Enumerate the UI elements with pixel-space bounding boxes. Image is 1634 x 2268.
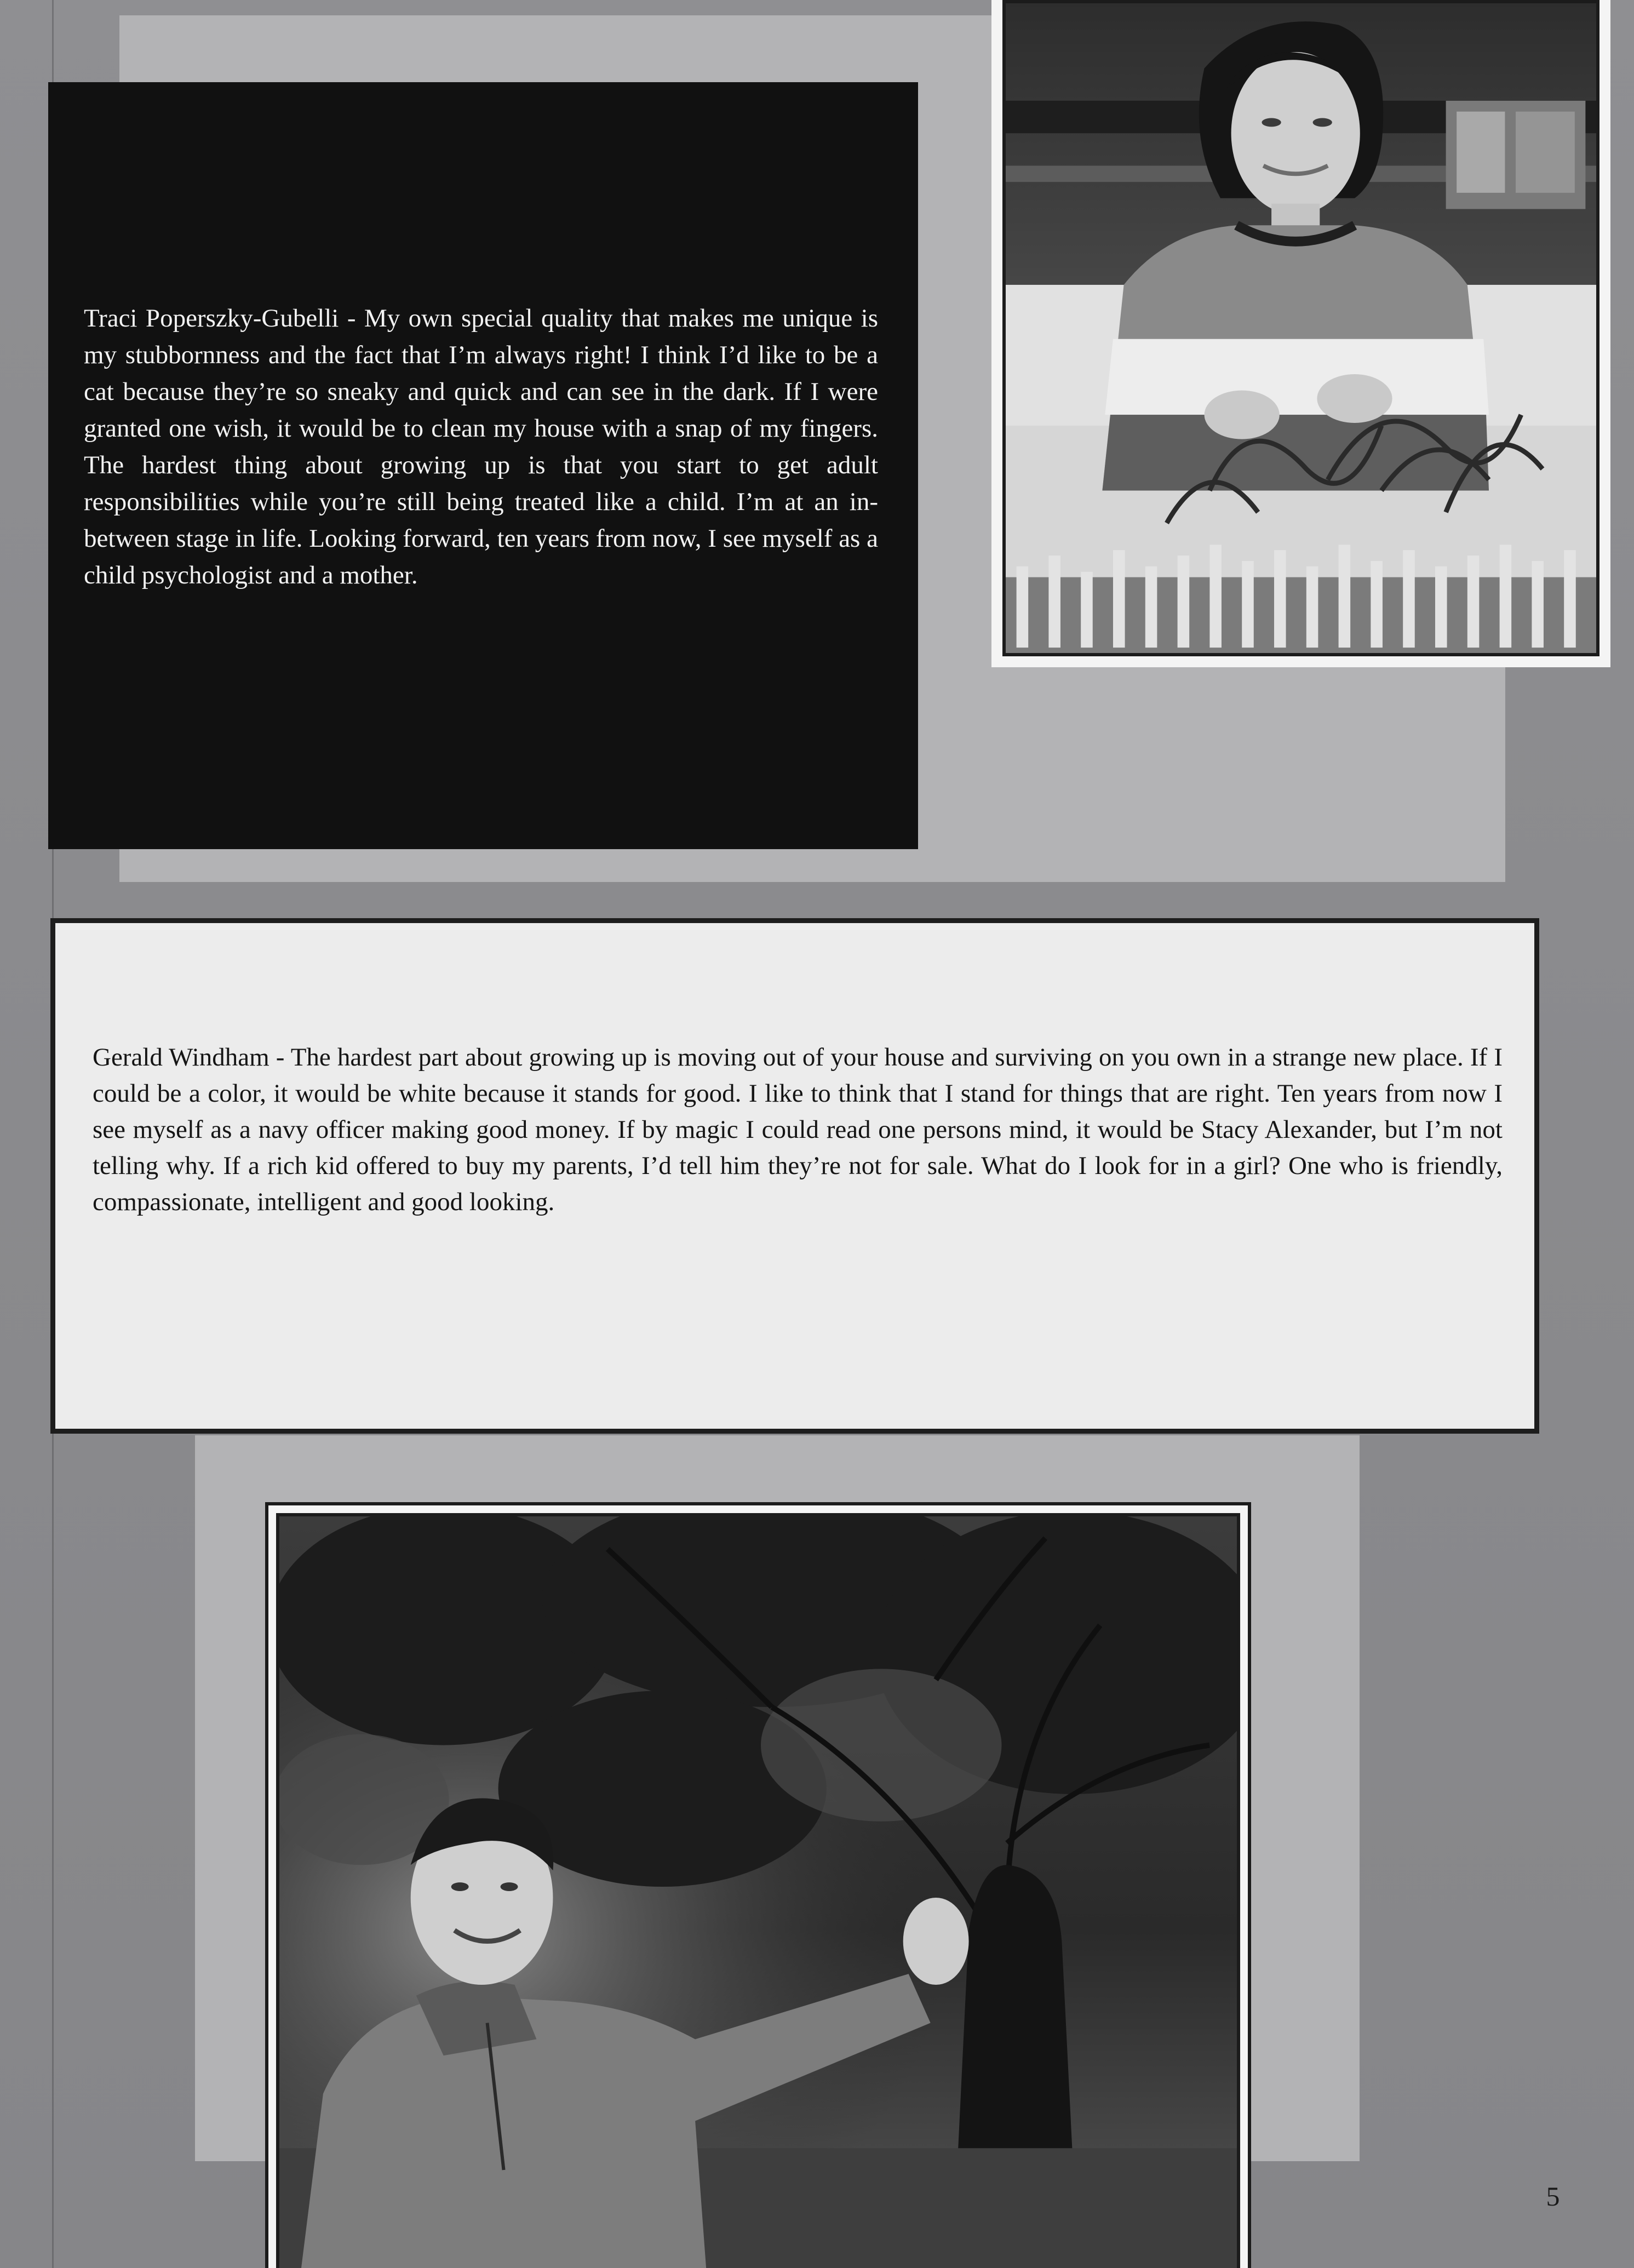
photo-traci-illustration <box>1006 3 1596 653</box>
profile-gerald-photo <box>265 1502 1251 2268</box>
photo-gerald-illustration <box>279 1516 1237 2268</box>
photo-traci-image <box>1002 0 1599 656</box>
profile-gerald-box <box>50 918 1539 1434</box>
photo-gerald-image <box>276 1513 1240 2268</box>
profile-traci-box <box>48 82 918 849</box>
profile-traci-photo <box>991 0 1610 667</box>
profile-traci-text: Traci Poperszky-Gubelli - My own special quality that makes me unique is my stubbornness and the fact that I’m always right! I think I’d like to be a cat because they’re so sneaky and quick and can see in the dark. If I were granted one wish, it would be to clean my house with a snap of my fingers. The hardest thing about growing up is that you start to get adult responsibilities while you’re still being treated like a child. I’m at an in-between stage in life. Looking forward, ten years from now, I see myself as a child psychologist and a mother. <box>84 304 878 589</box>
profile-gerald-text: Gerald Windham - The hardest part about growing up is moving out of your house and surviving on you own in a strange new place. If I could be a color, it would be white because it stands for good. I like to think that I stand for things that are right. Ten years from now I see myself as a navy officer making good money. If by magic I could read one persons mind, it would be Stacy Alexander, but I’m not telling why. If a rich kid offered to buy my parents, I’d tell him they’re not for sale. What do I look for in a girl? One who is friendly, compassionate, intelligent and good looking. <box>93 1043 1503 1216</box>
page-number: 5 <box>1546 2181 1560 2212</box>
